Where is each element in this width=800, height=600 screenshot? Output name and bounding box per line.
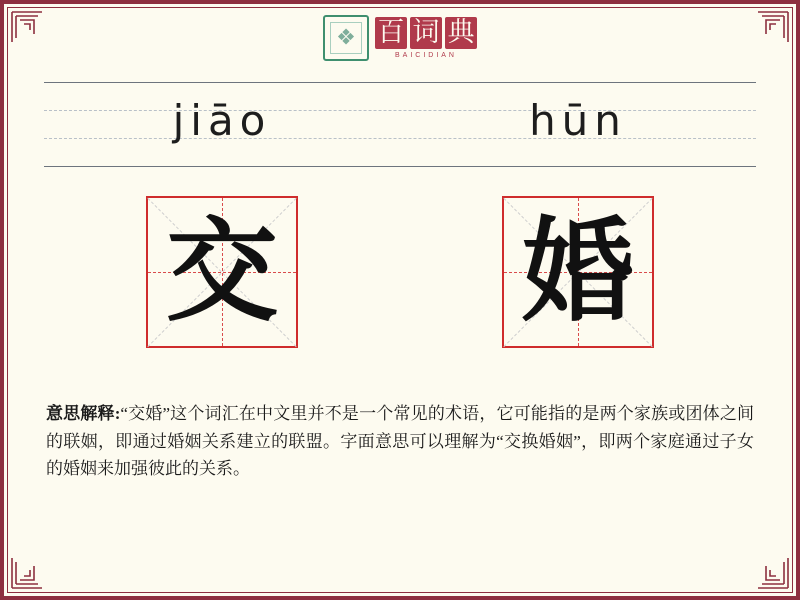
explanation-block <box>46 400 754 483</box>
pinyin-staff <box>44 82 756 168</box>
seal-square-icon <box>323 15 369 61</box>
corner-ornament-icon <box>756 10 790 44</box>
pinyin-row <box>44 82 756 168</box>
explanation-label: 意思解释: <box>46 404 121 423</box>
pinyin-text-1: jiāo <box>172 96 272 145</box>
logo-text <box>375 17 477 59</box>
character-glyph-2: 婚 <box>522 207 634 337</box>
pinyin-text-2: hūn <box>529 96 627 145</box>
character-row <box>44 196 756 360</box>
site-logo[interactable] <box>300 10 500 66</box>
logo-char-3: 典 <box>445 17 477 49</box>
character-cell-2 <box>400 196 756 360</box>
logo-char-2: 词 <box>410 17 442 49</box>
corner-ornament-icon <box>10 10 44 44</box>
tianzige-grid-1 <box>146 196 298 348</box>
pinyin-cell-2 <box>400 82 756 168</box>
pinyin-cell-1 <box>44 82 400 168</box>
tianzige-grid-2 <box>502 196 654 348</box>
logo-chinese <box>375 17 477 49</box>
corner-ornament-icon <box>756 556 790 590</box>
logo-char-1: 百 <box>375 17 407 49</box>
logo-mark-glyph: ❖ <box>336 25 356 51</box>
character-glyph-1: 交 <box>166 207 278 337</box>
explanation-text: “交婚”这个词汇在中文里并不是一个常见的术语，它可能指的是两个家族或团体之间的联姻，即通过婚姻关系建立的联盟。字面意思可以理解为“交换婚姻”，即两个家庭通过子女的婚姻来加强彼此的关系。 <box>46 404 754 479</box>
character-cell-1 <box>44 196 400 360</box>
logo-latin: BAICIDIAN <box>394 52 457 59</box>
corner-ornament-icon <box>10 556 44 590</box>
